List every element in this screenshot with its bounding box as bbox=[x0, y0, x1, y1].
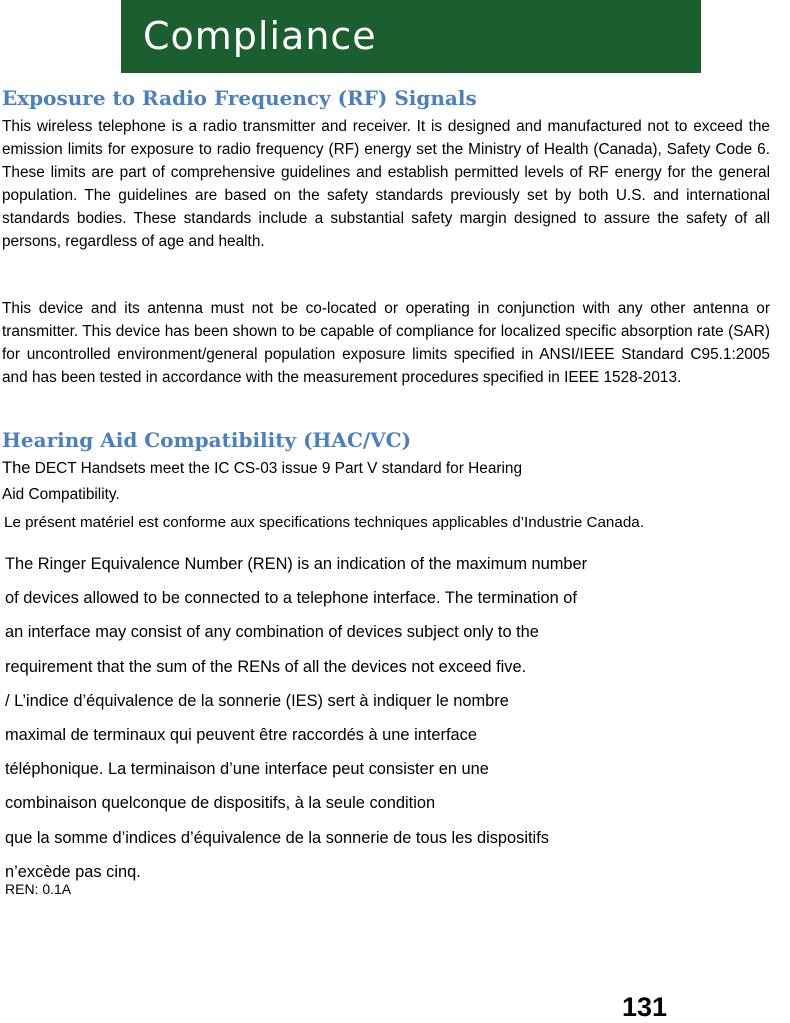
hac-heading: Hearing Aid Compatibility (HAC/VC) bbox=[2, 428, 412, 452]
ren-line: of devices allowed to be connected to a telephone interface. The termination of bbox=[5, 589, 577, 608]
rf-paragraph-2: This device and its antenna must not be co-located or operating in conjunction with any other antenna or transmitter. This device has been shown to be capable of compliance for localized specific absorption rate (SAR) for uncontrolled environment/general population exposure limits specified in ANSI/IEEE Standard C95.1:2005 and has been tested in accordance with the measurement procedures specified in IEEE 1528-2013. bbox=[2, 300, 770, 386]
ren-line: The Ringer Equivalence Number (REN) is an indication of the maximum number bbox=[5, 555, 588, 573]
ren-value: REN: 0.1A bbox=[5, 881, 72, 897]
rf-paragraph-1: This wireless telephone is a radio transmitter and receiver. It is designed and manufactured not to exceed the emission limits for exposure to radio frequency (RF) energy set the Ministry of Health (Canada), Safety Code 6. These limits are part of comprehensive guidelines and establish permitted levels of RF energy for the general population. The guidelines are based on the safety standards previously set by both U.S. and international standards bodies. These standards include a substantial safety margin designed to assure the safety of all persons, regardless of age and health. bbox=[2, 118, 770, 250]
ren-line: an interface may consist of any combination of devices subject only to the bbox=[5, 623, 539, 642]
ren-line: que la somme d’indices d’équivalence de la sonnerie de tous les dispositifs bbox=[5, 828, 549, 847]
ren-line: requirement that the sum of the RENs of all the devices not exceed five. bbox=[5, 657, 527, 676]
ren-line: n’excède pas cinq. bbox=[5, 862, 141, 881]
ren-line: maximal de terminaux qui peuvent être raccordés à une interface bbox=[5, 725, 477, 744]
compliance-banner bbox=[121, 0, 701, 73]
industry-canada-notice: Le présent matériel est conforme aux specifications techniques applicables d’Industrie Canada. bbox=[4, 514, 644, 531]
ren-line: / L’indice d’équivalence de la sonnerie (IES) sert à indiquer le nombre bbox=[5, 691, 509, 710]
hac-suffix: standard for Hearing bbox=[381, 460, 523, 477]
page-number: 131 bbox=[622, 992, 668, 1022]
hac-prefix: The bbox=[2, 459, 31, 477]
ren-line: combinaison quelconque de dispositifs, à la seule condition bbox=[5, 794, 436, 813]
ren-statement bbox=[5, 553, 587, 895]
hac-middle: DECT Handsets meet the IC CS-03 issue 9 Part V bbox=[34, 460, 378, 477]
hac-statement-line-1 bbox=[2, 457, 522, 480]
banner-title: Compliance bbox=[143, 14, 377, 58]
hac-statement-line-2: Aid Compatibility. bbox=[2, 486, 120, 503]
ren-line: téléphonique. La terminaison d’une interface peut consister en une bbox=[5, 760, 489, 779]
rf-heading: Exposure to Radio Frequency (RF) Signals bbox=[2, 86, 477, 110]
